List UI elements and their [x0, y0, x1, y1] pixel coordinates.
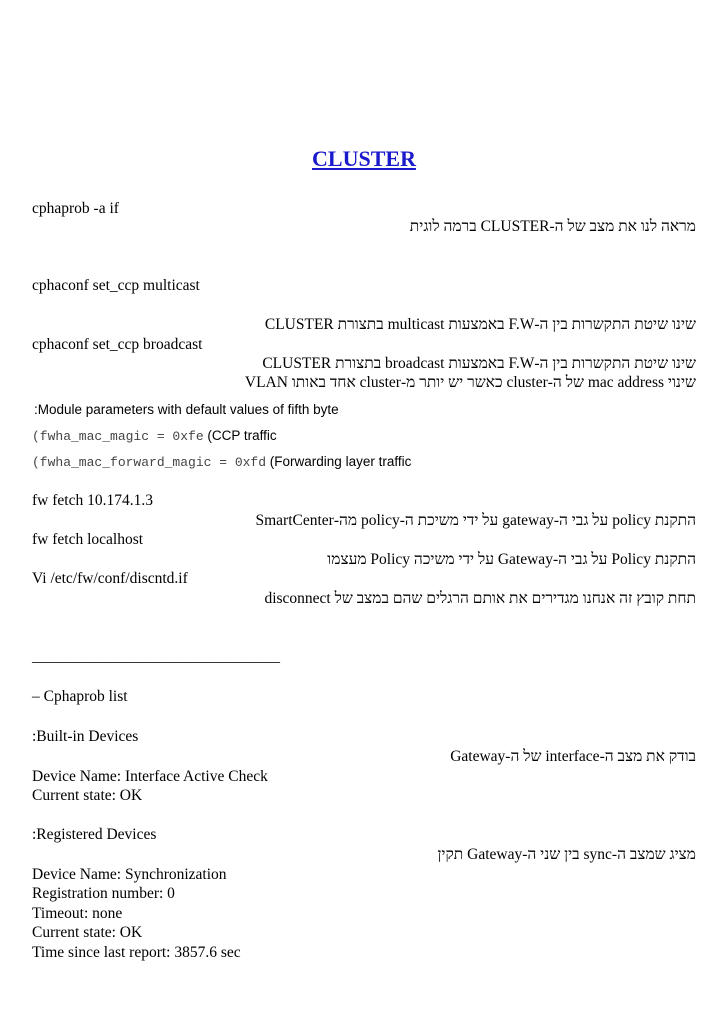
description-registered-devices: מציג שמצב ה-sync בין שני ה-Gateway תקין [437, 846, 696, 863]
page-title-text: CLUSTER [312, 146, 416, 171]
param-mac-magic-label: (CCP traffic [203, 428, 277, 443]
description-vi-discntd: תחת קובץ זה אנחנו מגדירים את אותם הרגלים שהם במצב של disconnect [264, 590, 696, 607]
time-since-last-report: Time since last report: 3857.6 sec [32, 944, 241, 961]
device-name-sync: Device Name: Synchronization [32, 866, 227, 883]
current-state-sync: Current state: OK [32, 924, 143, 941]
param-mac-forward-magic-label: (Forwarding layer traffic [266, 454, 412, 469]
command-set-ccp-multicast: cphaconf set_ccp multicast [32, 277, 200, 294]
current-state-interface: Current state: OK [32, 787, 143, 804]
description-cphaprob-a-if: מראה לנו את מצב של ה-CLUSTER ברמה לוגית [409, 218, 696, 235]
command-cphaprob-list: – Cphaprob list [32, 688, 128, 705]
description-built-in-devices: בודק את מצב ה-interface של ה-Gateway [450, 748, 696, 765]
description-mac-address-change: שינוי mac address של ה-cluster כאשר יש יותר מ-cluster אחד באותו VLAN [244, 374, 696, 391]
timeout-value: Timeout: none [32, 905, 123, 922]
param-mac-forward-magic [32, 453, 411, 472]
description-set-ccp-multicast: שינו שיטת התקשרות בין ה-F.W באמצעות multicast בתצורת CLUSTER [264, 316, 696, 333]
param-mac-magic [32, 427, 277, 446]
description-fw-fetch-ip: התקנת policy על גבי ה-gateway על ידי משיכת ה-policy מה-SmartCenter [255, 512, 696, 529]
param-mac-magic-value: (fwha_mac_magic = 0xfe [32, 429, 204, 444]
separator-line: ________________________________ [32, 648, 280, 665]
description-set-ccp-broadcast: שינו שיטת התקשרות בין ה-F.W באמצעות broadcast בתצורת CLUSTER [262, 355, 696, 372]
built-in-devices-heading: :Built-in Devices [32, 728, 139, 745]
module-parameters-heading: :Module parameters with default values of fifth byte [34, 402, 339, 417]
command-vi-discntd: Vi /etc/fw/conf/discntd.if [32, 570, 188, 587]
description-fw-fetch-localhost: התקנת Policy על גבי ה-Gateway על ידי משיכה Policy מעצמו [327, 551, 696, 568]
device-name-interface: Device Name: Interface Active Check [32, 768, 268, 785]
command-set-ccp-broadcast: cphaconf set_ccp broadcast [32, 336, 203, 353]
command-cphaprob-a-if: cphaprob -a if [32, 200, 119, 217]
registration-number: Registration number: 0 [32, 885, 175, 902]
page-title [0, 146, 728, 172]
command-fw-fetch-ip: fw fetch 10.174.1.3 [32, 492, 153, 509]
command-fw-fetch-localhost: fw fetch localhost [32, 531, 144, 548]
registered-devices-heading: :Registered Devices [32, 826, 157, 843]
param-mac-forward-magic-value: (fwha_mac_forward_magic = 0xfd [32, 455, 267, 470]
